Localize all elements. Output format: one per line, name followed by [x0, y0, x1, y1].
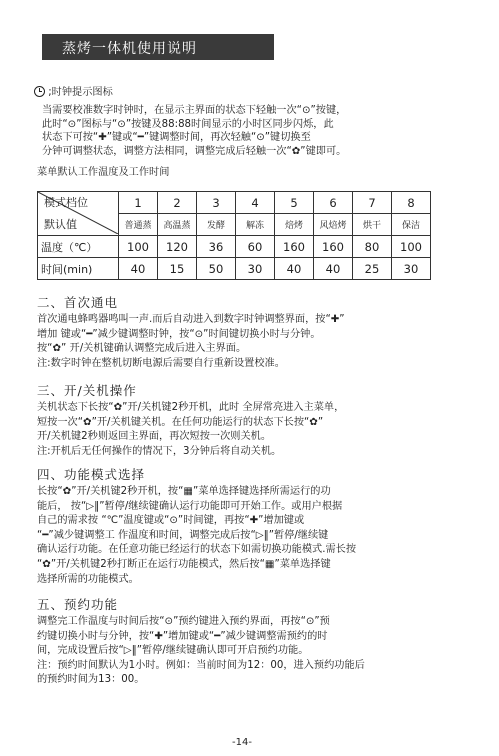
- mode-cell: 3: [197, 192, 236, 214]
- temp-cell: 36: [197, 236, 236, 258]
- section-line: “✿”开/关机键2秒打断正在运行功能模式，然后按“▦”菜单选择键: [37, 558, 331, 570]
- section-line: 自己的需求按 “℃”温度键或“⊙”时间键，再按“✚”增加键或: [37, 515, 305, 527]
- section-line: 约键切换小时与分钟，按“✚”增加键或“━”减少键调整需预约的时: [37, 630, 328, 642]
- mode-table: [37, 191, 431, 280]
- section-line: 关机状态下长按“✿”开/关机键2秒开机，此时 全屏常亮进入主菜单，: [37, 402, 345, 413]
- mode-name-cell: 风焙烤: [314, 214, 353, 236]
- page-title: 蒸烤一体机使用说明: [62, 41, 197, 57]
- temp-label-cell: 温度（℃）: [38, 236, 119, 258]
- clock-icon-row: [34, 83, 113, 98]
- time-cell: 50: [197, 258, 236, 280]
- mode-cell: 4: [236, 192, 275, 214]
- mode-cell: 5: [275, 192, 314, 214]
- corner-top-label: 模式档位: [44, 196, 88, 209]
- temp-cell: 80: [353, 236, 392, 258]
- mode-name-cell: 焙烤: [275, 214, 314, 236]
- section-body: [37, 485, 469, 587]
- section-body: [37, 401, 469, 459]
- mode-name-cell: 保洁: [392, 214, 431, 236]
- section-line: 注:数字时钟在整机切断电源后需要自行重新设置校准。: [37, 357, 285, 369]
- section-line: 按“✿” 开/关机键确认调整完成后进入主界面。: [37, 343, 247, 355]
- section-title: 四、功能模式选择: [37, 467, 146, 482]
- mode-name-cell: 解冻: [236, 214, 275, 236]
- temp-cell: 120: [158, 236, 197, 258]
- time-cell: 40: [314, 258, 353, 280]
- section-line: 能后， 按“▷‖”暂停/继续键确认运行功能即可开始工作。或用户根据: [37, 500, 343, 512]
- temp-cell: 100: [119, 236, 158, 258]
- clock-line: 此时“⊙”图标与“⊙”按键及88:88时间显示的小时区同步闪烁，此: [42, 118, 334, 130]
- clock-icon: [34, 86, 45, 97]
- clock-line: 状态下可按“✚”键或“━”键调整时间，再次轻触“⊙”键切换至: [42, 132, 311, 143]
- clock-description: [42, 104, 472, 158]
- section-line: 短按一次“✿”开/关机键关机。在任何功能运行的状态下长按“✿”: [37, 416, 324, 428]
- temp-cell: 160: [275, 236, 314, 258]
- temp-cell: 160: [314, 236, 353, 258]
- table-corner-cell: [38, 192, 119, 236]
- header-bar: [42, 34, 274, 60]
- section-line: 注:开机后无任何操作的情况下，3分钟后将自动关机。: [37, 445, 282, 457]
- section-line: 首次通电蜂鸣器鸣叫一声.而后自动进入到数字时钟调整界面，按“✚”: [37, 314, 345, 325]
- section-body: [37, 615, 469, 688]
- mode-name-cell: 发酵: [197, 214, 236, 236]
- section-body: [37, 313, 469, 371]
- section-title: 二、首次通电: [37, 295, 119, 310]
- mode-name-cell: 高温蒸: [158, 214, 197, 236]
- section-title: 三、开/关机操作: [37, 383, 137, 398]
- time-cell: 30: [392, 258, 431, 280]
- time-cell: 25: [353, 258, 392, 280]
- section-line: 确认运行功能。在任意功能已经运行的状态下如需切换功能模式.需长按: [37, 544, 357, 556]
- section-line: 长按“✿”开/关机键2秒开机，按“▦”菜单选择键选择所需运行的功: [37, 486, 331, 497]
- page-number: -14-: [232, 737, 252, 748]
- time-cell: 15: [158, 258, 197, 280]
- clock-line: 当需要校准数字时钟时，在显示主界面的状态下轻触一次“⊙”按键，: [42, 105, 347, 116]
- mode-cell: 8: [392, 192, 431, 214]
- mode-name-cell: 普通蒸: [119, 214, 158, 236]
- corner-bottom-label: 默认值: [44, 218, 77, 231]
- section-line: “━”减少键调整工 作温度和时间，调整完成后按“▷‖”暂停/继续键: [37, 529, 329, 541]
- mode-cell: 1: [119, 192, 158, 214]
- temp-cell: 100: [392, 236, 431, 258]
- mode-name-cell: 烘干: [353, 214, 392, 236]
- time-cell: 30: [236, 258, 275, 280]
- section-line: 的预约时间为13：00。: [37, 674, 145, 686]
- section-title: 五、预约功能: [37, 597, 119, 612]
- time-cell: 40: [275, 258, 314, 280]
- section-line: 注：预约时间默认为1小时。例如：当前时间为12：00，进入预约功能后: [37, 659, 365, 671]
- time-label-cell: 时间(min): [38, 258, 119, 280]
- mode-cell: 6: [314, 192, 353, 214]
- section-line: 增加 键或“━”减少键调整时钟，按“⊙”时间键切换小时与分钟。: [37, 328, 321, 340]
- time-cell: 40: [119, 258, 158, 280]
- mode-cell: 7: [353, 192, 392, 214]
- section-line: 调整完工作温度与时间后按“⊙”预约键进入预约界面，再按“⊙”预: [37, 616, 330, 627]
- section-line: 开/关机键2秒则返回主界面，再次短按一次则关机。: [37, 431, 272, 443]
- temp-cell: 60: [236, 236, 275, 258]
- clock-line: 分钟可调整状态，调整方法相同，调整完成后轻触一次“✿”键即可。: [42, 145, 347, 157]
- section-line: 选择所需的功能模式。: [37, 573, 139, 585]
- mode-cell: 2: [158, 192, 197, 214]
- menu-title: 菜单默认工作温度及工作时间: [37, 167, 170, 178]
- clock-label: ;时钟提示图标: [48, 87, 113, 98]
- section-line: 间，完成设置后按“▷‖”暂停/继续键确认即可开启预约功能。: [37, 645, 309, 657]
